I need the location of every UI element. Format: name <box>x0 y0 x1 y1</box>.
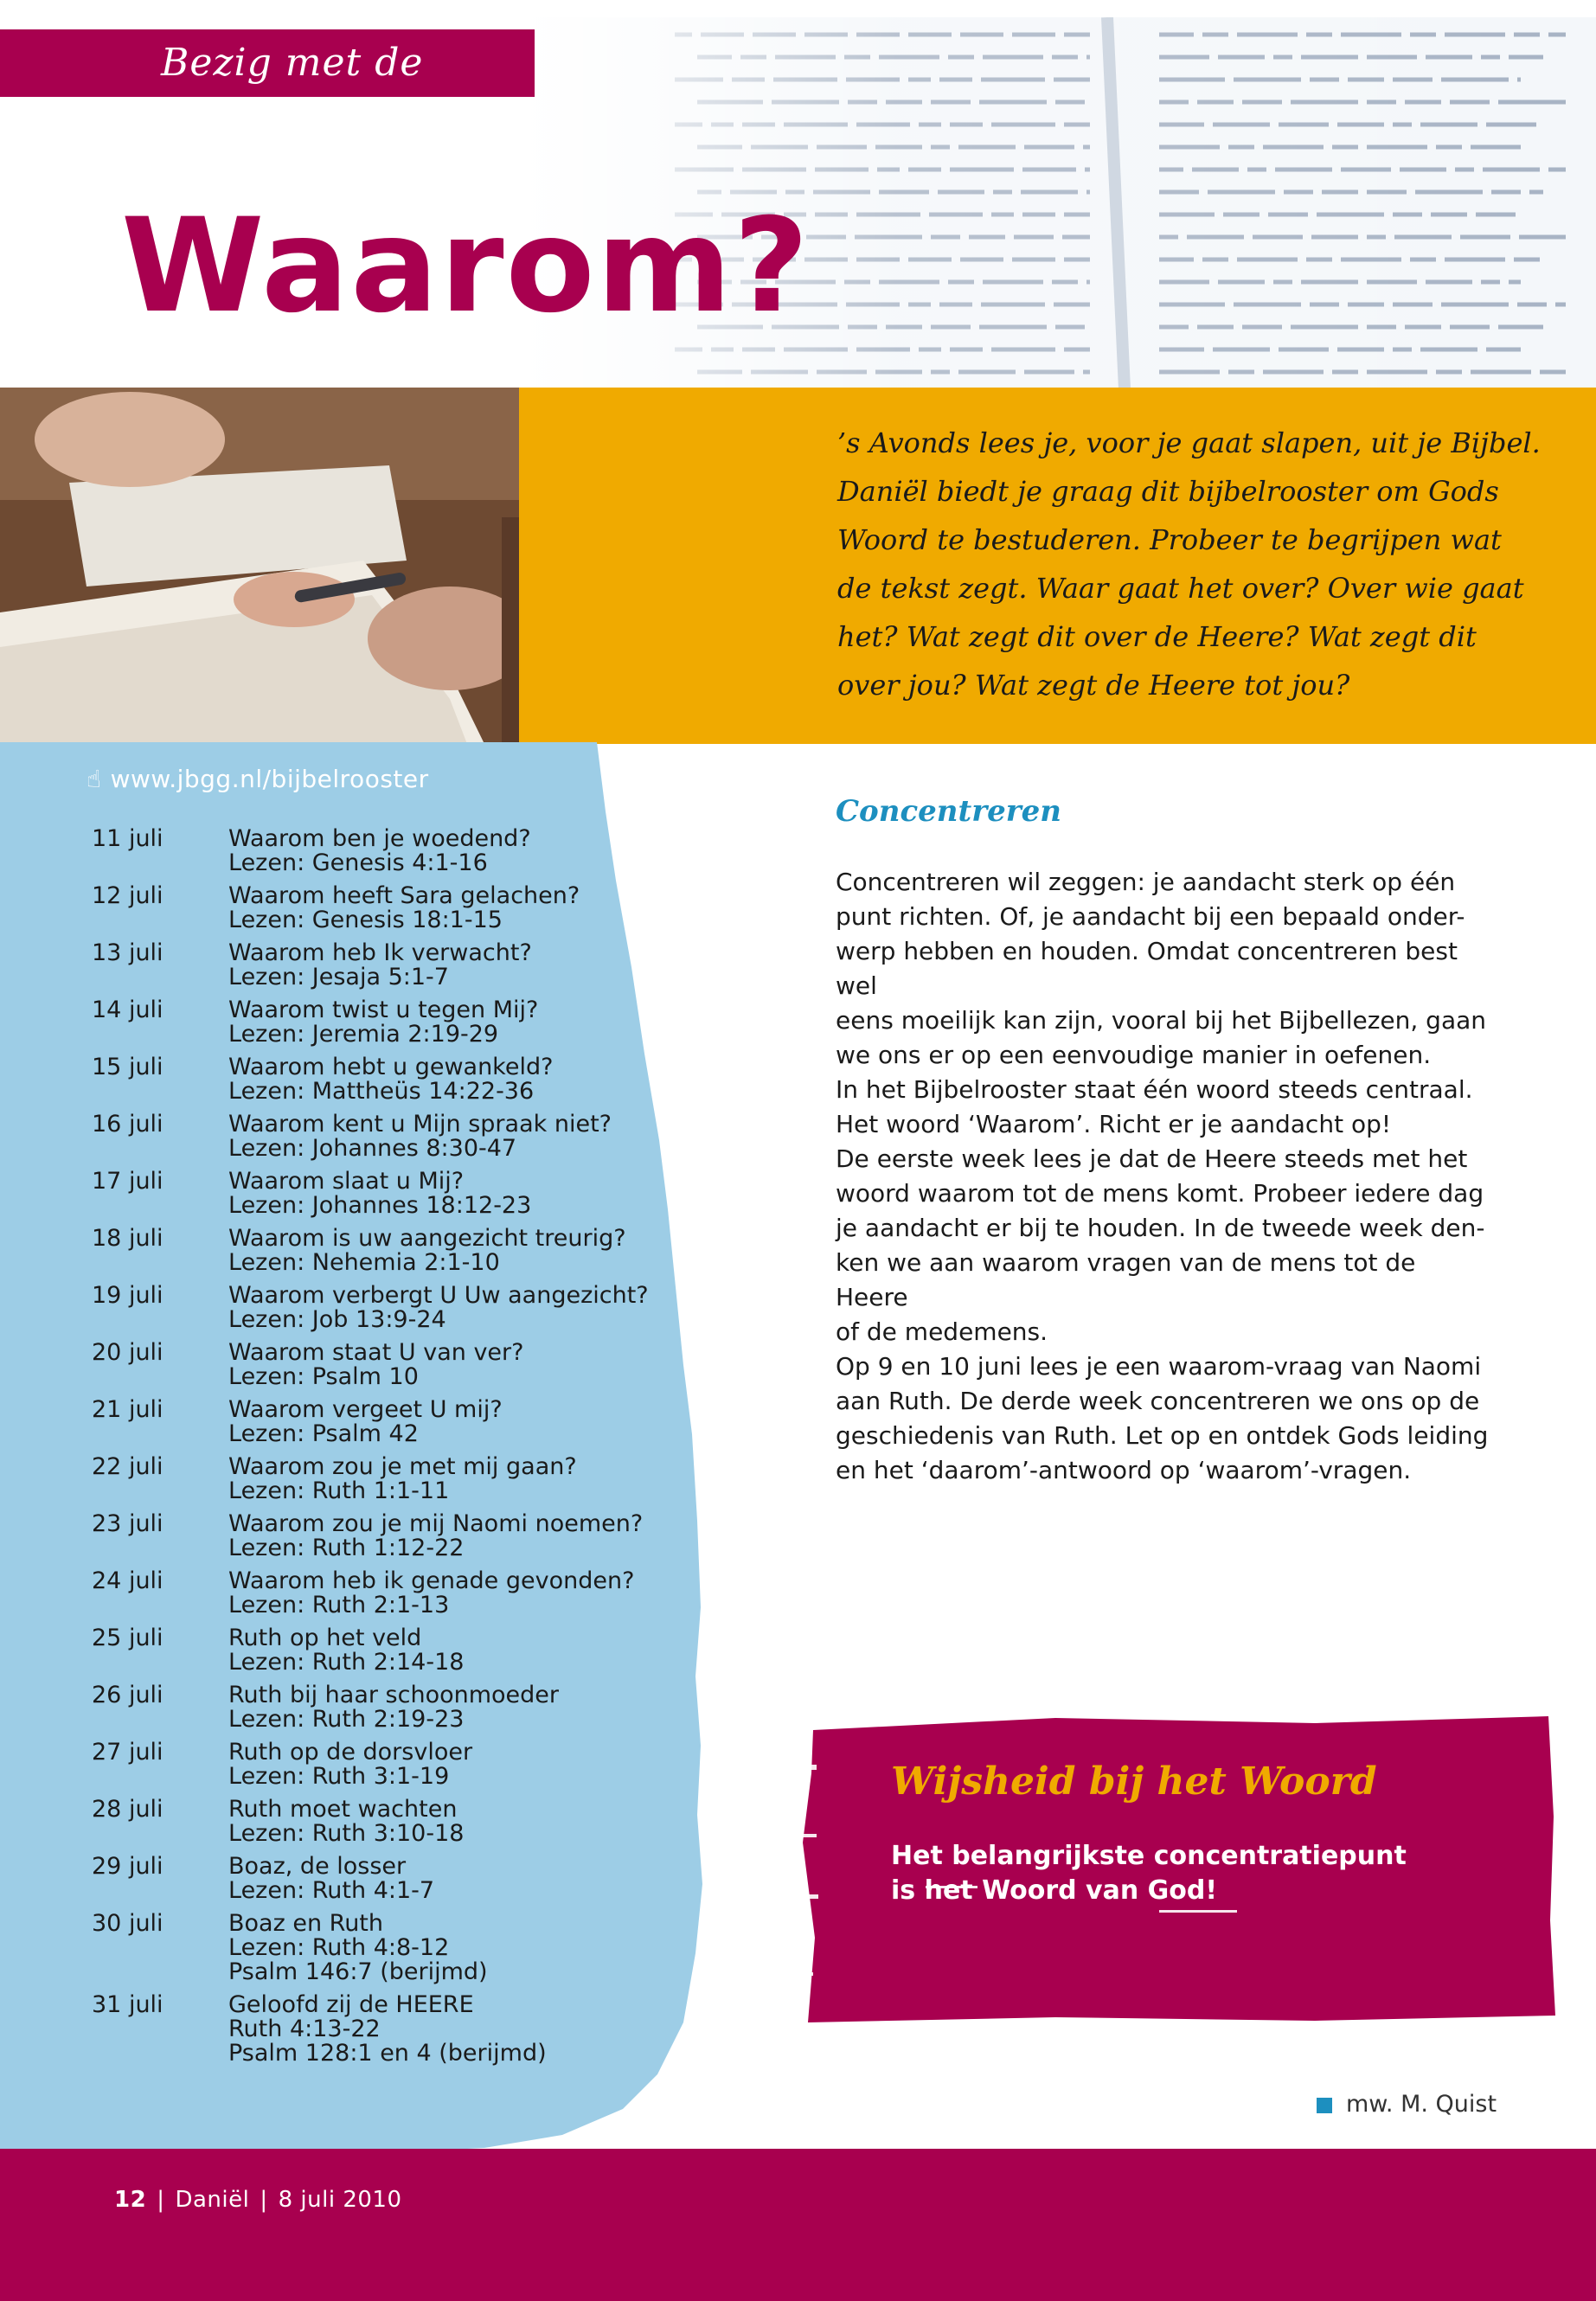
schedule-row <box>92 1227 697 1275</box>
intro-line: Daniël biedt je graag dit bijbelrooster om Gods <box>837 475 1499 508</box>
page-number: 12 <box>114 2187 147 2213</box>
schedule-question: Waarom slaat u Mij? <box>228 1168 465 1195</box>
footer-bar <box>0 2149 1596 2301</box>
article-line: of de medemens. <box>836 1317 1048 1346</box>
schedule-row <box>92 1855 697 1903</box>
issue-date: 8 juli 2010 <box>278 2187 402 2213</box>
article-line: woord waarom tot de mens komt. Probeer iedere dag <box>836 1179 1484 1208</box>
schedule-row <box>92 1993 697 2066</box>
schedule-question: Waarom twist u tegen Mij? <box>228 997 539 1023</box>
schedule-question: Boaz en Ruth <box>228 1910 384 1937</box>
article-heading: Concentreren <box>836 794 1062 829</box>
schedule-question: Waarom staat U van ver? <box>228 1339 524 1366</box>
intro-line: Woord te bestuderen. Probeer te begrijpen wat <box>837 523 1502 556</box>
schedule-date: 13 juli <box>92 939 163 966</box>
intro-line: over jou? Wat zegt de Heere tot jou? <box>837 669 1350 702</box>
schedule-row <box>92 998 697 1047</box>
schedule-entry <box>228 998 697 1047</box>
schedule-date: 30 juli <box>92 1910 163 1937</box>
schedule-reading: Lezen: Ruth 3:1-19 <box>228 1763 450 1790</box>
schedule-reading: Lezen: Psalm 42 <box>228 1420 419 1447</box>
schedule-row <box>92 1569 697 1618</box>
schedule-row <box>92 884 697 933</box>
schedule-entry <box>228 1398 697 1446</box>
wisdom-line: Het belangrijkste concentratiepunt <box>891 1841 1407 1871</box>
schedule-date: 22 juli <box>92 1453 163 1480</box>
section-label: Bezig met de Bijbel <box>0 29 535 97</box>
page-title: Waarom? <box>121 191 811 342</box>
schedule-reading: Lezen: Ruth 4:8-12 <box>228 1934 450 1961</box>
bible-reading-photo <box>0 388 606 744</box>
schedule-date: 24 juli <box>92 1567 163 1594</box>
schedule-reading: Lezen: Jeremia 2:19-29 <box>228 1021 499 1048</box>
schedule-date: 19 juli <box>92 1282 163 1309</box>
reading-schedule <box>92 827 697 2074</box>
separator: | <box>260 2187 268 2213</box>
schedule-date: 15 juli <box>92 1054 163 1080</box>
schedule-reading: Lezen: Job 13:9-24 <box>228 1306 446 1333</box>
article-line: werp hebben en houden. Omdat concentreren best wel <box>836 937 1458 1000</box>
schedule-reading: Lezen: Psalm 10 <box>228 1363 419 1390</box>
schedule-entry <box>228 1993 697 2066</box>
schedule-row <box>92 1112 697 1161</box>
schedule-question: Waarom hebt u gewankeld? <box>228 1054 554 1080</box>
schedule-entry <box>228 1569 697 1618</box>
schedule-row <box>92 827 697 875</box>
article-line: aan Ruth. De derde week concentreren we ons op de <box>836 1387 1480 1415</box>
schedule-reading: Lezen: Ruth 1:12-22 <box>228 1535 465 1561</box>
article-line: en het ‘daarom’-antwoord op ‘waarom’-vragen. <box>836 1456 1412 1484</box>
schedule-reading: Lezen: Ruth 2:1-13 <box>228 1592 450 1618</box>
schedule-entry <box>228 941 697 990</box>
schedule-reading: Lezen: Genesis 18:1-15 <box>228 907 503 933</box>
schedule-date: 21 juli <box>92 1396 163 1423</box>
schedule-question: Waarom zou je mij Naomi noemen? <box>228 1510 644 1537</box>
schedule-question: Waarom zou je met mij gaan? <box>228 1453 577 1480</box>
article-line: je aandacht er bij te houden. In de tweede week den- <box>836 1214 1485 1242</box>
schedule-reading: Lezen: Nehemia 2:1-10 <box>228 1249 500 1276</box>
article-line: punt richten. Of, je aandacht bij een bepaald onder- <box>836 902 1465 931</box>
schedule-date: 23 juli <box>92 1510 163 1537</box>
schedule-row <box>92 941 697 990</box>
schedule-row <box>92 1341 697 1389</box>
pointing-hand-icon: ☝ <box>87 765 102 793</box>
article-line: In het Bijbelrooster staat één woord steeds centraal. <box>836 1075 1473 1104</box>
schedule-reading: Lezen: Johannes 8:30-47 <box>228 1135 517 1162</box>
schedule-question: Ruth op het veld <box>228 1625 422 1651</box>
schedule-date: 25 juli <box>92 1625 163 1651</box>
schedule-reading: Psalm 146:7 (berijmd) <box>228 1958 488 1985</box>
schedule-entry <box>228 1455 697 1503</box>
schedule-date: 27 juli <box>92 1739 163 1766</box>
intro-text <box>837 419 1547 709</box>
schedule-row <box>92 1683 697 1732</box>
article-line: eens moeilijk kan zijn, vooral bij het Bijbellezen, gaan <box>836 1006 1487 1035</box>
schedule-reading: Lezen: Mattheüs 14:22-36 <box>228 1078 535 1105</box>
wisdom-text <box>891 1839 1445 1908</box>
separator: | <box>157 2187 165 2213</box>
article-body <box>836 865 1493 1488</box>
schedule-date: 16 juli <box>92 1111 163 1138</box>
schedule-question: Waarom heb ik genade gevonden? <box>228 1567 635 1594</box>
magazine-name: Daniël <box>175 2187 250 2213</box>
schedule-entry <box>228 1912 697 1984</box>
article-line: Op 9 en 10 juni lees je een waarom-vraag van Naomi <box>836 1352 1482 1381</box>
schedule-reading: Ruth 4:13-22 <box>228 2016 381 2042</box>
author-name: mw. M. Quist <box>1346 2091 1497 2118</box>
schedule-row <box>92 1455 697 1503</box>
schedule-row <box>92 1512 697 1561</box>
schedule-date: 12 juli <box>92 882 163 909</box>
schedule-question: Geloofd zij de HEERE <box>228 1991 474 2018</box>
schedule-entry <box>228 1798 697 1846</box>
schedule-row <box>92 1740 697 1789</box>
article-line: ken we aan waarom vragen van de mens tot de Heere <box>836 1248 1416 1311</box>
schedule-entry <box>228 1740 697 1789</box>
wisdom-title: Wijsheid bij het Woord <box>891 1759 1377 1804</box>
schedule-date: 17 juli <box>92 1168 163 1195</box>
schedule-entry <box>228 827 697 875</box>
schedule-row <box>92 1798 697 1846</box>
schedule-entry <box>228 1112 697 1161</box>
wisdom-line: is het Woord van God! <box>891 1875 1218 1906</box>
schedule-question: Ruth moet wachten <box>228 1796 458 1823</box>
schedule-url-text[interactable]: www.jbgg.nl/bijbelrooster <box>110 765 429 793</box>
schedule-row <box>92 1912 697 1984</box>
schedule-entry <box>228 1055 697 1104</box>
schedule-entry <box>228 1170 697 1218</box>
schedule-entry <box>228 1855 697 1903</box>
article-line: Concentreren wil zeggen: je aandacht sterk op één <box>836 868 1456 896</box>
schedule-reading: Lezen: Ruth 4:1-7 <box>228 1877 435 1904</box>
intro-line: ’s Avonds lees je, voor je gaat slapen, uit je Bijbel. <box>837 426 1541 459</box>
schedule-entry <box>228 1683 697 1732</box>
schedule-question: Waarom heb Ik verwacht? <box>228 939 532 966</box>
schedule-question: Boaz, de losser <box>228 1853 407 1880</box>
schedule-date: 31 juli <box>92 1991 163 2018</box>
schedule-question: Waarom vergeet U mij? <box>228 1396 503 1423</box>
schedule-date: 14 juli <box>92 997 163 1023</box>
schedule-entry <box>228 1626 697 1675</box>
intro-line: het? Wat zegt dit over de Heere? Wat zegt dit <box>837 620 1477 653</box>
schedule-date: 29 juli <box>92 1853 163 1880</box>
square-bullet-icon <box>1317 2098 1332 2113</box>
schedule-reading: Lezen: Johannes 18:12-23 <box>228 1192 532 1219</box>
schedule-row <box>92 1170 697 1218</box>
intro-line: de tekst zegt. Waar gaat het over? Over wie gaat <box>837 572 1524 605</box>
footer-text <box>114 2187 401 2213</box>
schedule-entry <box>228 1341 697 1389</box>
schedule-question: Ruth op de dorsvloer <box>228 1739 473 1766</box>
schedule-date: 11 juli <box>92 825 163 852</box>
schedule-row <box>92 1284 697 1332</box>
schedule-question: Ruth bij haar schoonmoeder <box>228 1682 560 1708</box>
article-line: De eerste week lees je dat de Heere steeds met het <box>836 1144 1468 1173</box>
schedule-reading: Lezen: Ruth 1:1-11 <box>228 1477 450 1504</box>
schedule-date: 26 juli <box>92 1682 163 1708</box>
schedule-question: Waarom is uw aangezicht treurig? <box>228 1225 626 1252</box>
article-line: Het woord ‘Waarom’. Richt er je aandacht op! <box>836 1110 1392 1138</box>
schedule-date: 18 juli <box>92 1225 163 1252</box>
article-line: geschiedenis van Ruth. Let op en ontdek Gods leiding <box>836 1421 1489 1450</box>
schedule-entry <box>228 1227 697 1275</box>
author <box>1317 2091 1497 2118</box>
schedule-reading: Psalm 128:1 en 4 (berijmd) <box>228 2040 547 2067</box>
article-line: we ons er op een eenvoudige manier in oefenen. <box>836 1041 1432 1069</box>
schedule-reading: Lezen: Jesaja 5:1-7 <box>228 964 449 990</box>
schedule-question: Waarom ben je woedend? <box>228 825 531 852</box>
schedule-reading: Lezen: Genesis 4:1-16 <box>228 849 488 876</box>
schedule-reading: Lezen: Ruth 3:10-18 <box>228 1820 465 1847</box>
schedule-question: Waarom heeft Sara gelachen? <box>228 882 580 909</box>
schedule-url[interactable] <box>87 765 429 793</box>
schedule-row <box>92 1398 697 1446</box>
schedule-row <box>92 1626 697 1675</box>
schedule-date: 20 juli <box>92 1339 163 1366</box>
schedule-row <box>92 1055 697 1104</box>
schedule-question: Waarom kent u Mijn spraak niet? <box>228 1111 612 1138</box>
schedule-reading: Lezen: Ruth 2:14-18 <box>228 1649 465 1676</box>
schedule-question: Waarom verbergt U Uw aangezicht? <box>228 1282 649 1309</box>
schedule-entry <box>228 1512 697 1561</box>
schedule-reading: Lezen: Ruth 2:19-23 <box>228 1706 465 1733</box>
schedule-date: 28 juli <box>92 1796 163 1823</box>
schedule-entry <box>228 884 697 933</box>
schedule-entry <box>228 1284 697 1332</box>
